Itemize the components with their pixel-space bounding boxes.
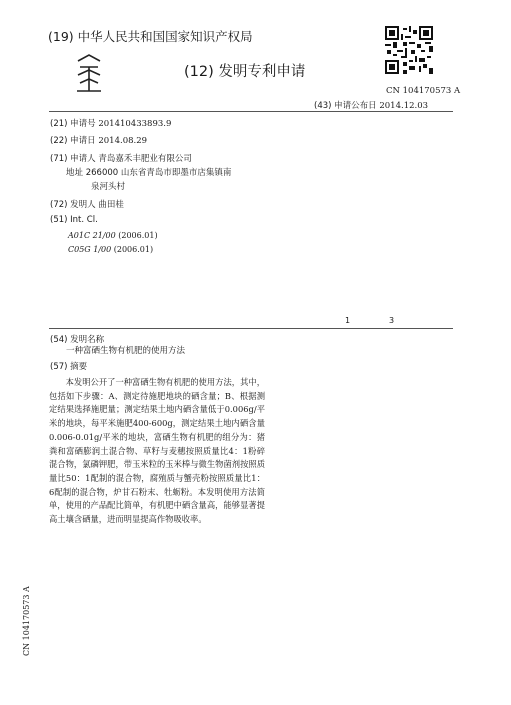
application-number-label: (21) 申请号 [50,119,96,129]
applicant-row [50,152,192,164]
qr-code [385,26,433,74]
document-type-title: (12) 发明专利申请 [184,64,306,80]
filing-date-row [50,134,147,146]
applicant-name: 青岛嘉禾丰肥业有限公司 [98,154,192,164]
ipc-version: (2006.01) [113,245,154,254]
section-rule [49,328,453,329]
application-number: 201410433893.9 [98,119,172,129]
application-number-row [50,117,171,129]
side-publication-number: CN 104170573 A [22,586,31,656]
address-line-1: 266000 山东省青岛市即墨市店集镇南 [85,168,232,178]
invention-title-label: (54) 发明名称 [50,335,105,345]
ipc-entry [68,231,158,240]
inventor-label: (72) 发明人 [50,200,96,210]
inventor-row [50,198,124,210]
ipc-label: (51) Int. Cl. [50,215,98,225]
header-rule [49,111,453,112]
abstract-label: (57) 摘要 [50,362,88,372]
abstract-text: 本发明公开了一种富硒生物有机肥的使用方法，其中，包括如下步骤：A、测定待施肥地块的硒含量；B、根据测定结果选择施肥量；测定结果土地内硒含量低于0.006g/平米的地块，每平米施肥400-600g，测定结果土地内硒含量0.006-0.01g/平米的地块，富硒生物有机肥的组分为：猪粪和富硒膨润土混合物、草籽与麦穗按照质量比4：1粉碎混合物，氯磷钾肥，带玉米粒的玉米棒与微生物菌剂按照质量比50：1配制的混合物，腐殖质与蟹壳粉按照质量比1：6配制的混合物，炉甘石粉末、牡蛎粉。本发明使用方法简单，使用的产品配比简单，有机肥中硒含量高，能够显著提高土壤含硒量，进而明显提高作物吸收率。 [49,377,265,525]
address-row [66,166,231,178]
claims-page-count: 1 [345,316,351,325]
publication-number: CN 104170573 A [386,86,461,96]
ipc-version: (2006.01) [118,231,158,240]
filing-date-label: (22) 申请日 [50,136,96,146]
inventor-name: 曲田桂 [98,200,124,210]
publication-date-row [314,99,428,111]
ipc-code: A01C 21/00 [68,231,116,240]
ipc-entry [68,245,153,254]
office-emblem-logo [74,53,104,93]
publication-date: 2014.12.03 [379,101,429,111]
ipc-code: C05G 1/00 [68,245,112,254]
filing-date: 2014.08.29 [98,136,148,146]
address-label: 地址 [66,168,84,178]
description-page-count: 3 [389,316,395,325]
issuing-office: (19) 中华人民共和国国家知识产权局 [48,29,253,44]
invention-title: 一种富硒生物有机肥的使用方法 [66,346,186,356]
applicant-label: (71) 申请人 [50,154,96,164]
publication-date-label: (43) 申请公布日 [314,101,377,111]
address-line-2: 泉河头村 [91,182,126,192]
